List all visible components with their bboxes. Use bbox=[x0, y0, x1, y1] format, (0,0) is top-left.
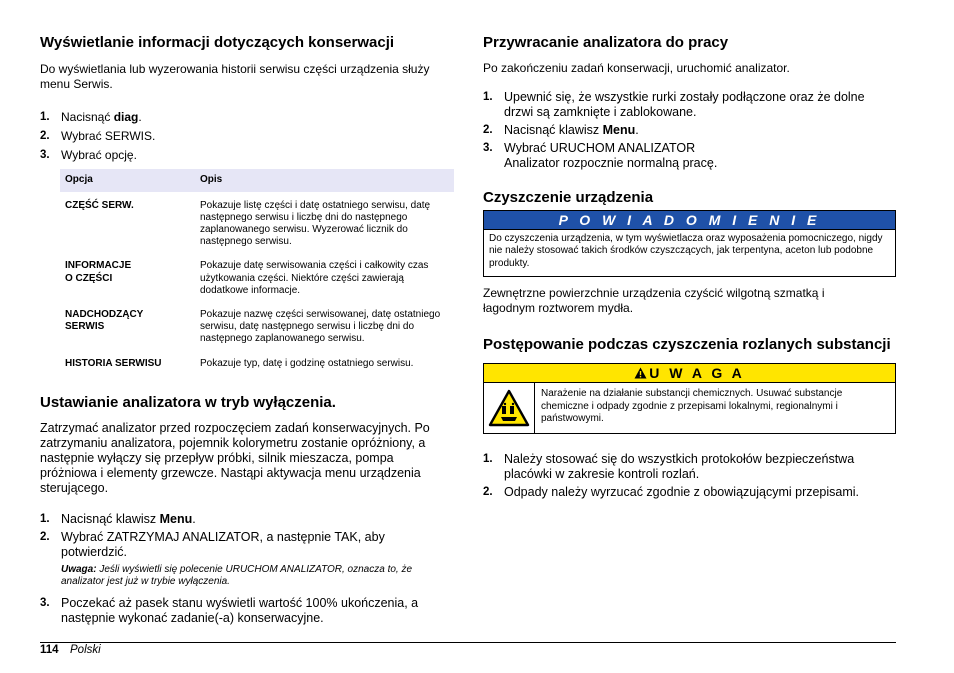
steps-list bbox=[40, 512, 454, 560]
steps-list bbox=[483, 90, 896, 171]
notice-text: Do czyszczenia urządzenia, w tym wyświetlacza oraz wyposażenia pomocniczego, nigdy nie należy stosować takich środków czyszczących, jak terpentyna, aceton lub podobne produkty. bbox=[489, 232, 883, 269]
description-cell: Pokazuje typ, datę i godzinę ostatniego serwisu. bbox=[200, 357, 414, 369]
chemical-hazard-icon bbox=[488, 389, 530, 427]
note-label: Uwaga: bbox=[61, 563, 97, 575]
table-row bbox=[60, 354, 454, 374]
option-cell: INFORMACJE O CZĘŚCI bbox=[65, 260, 132, 284]
section-intro: Zatrzymać analizator przed rozpoczęciem zadań konserwacyjnych. Po zatrzymaniu analizatora, pojemnik kolorymetru zostanie opróżniony, a następnie wyłączy się przepływ próbki, silnik mieszacza, pompa próżniowa i elementy grzewcze. Nastąpi aktywacja menu urządzenia sterującego. bbox=[40, 420, 430, 495]
table-header-option: Opcja bbox=[60, 169, 195, 192]
left-column bbox=[40, 34, 454, 626]
section-title-spills: Postępowanie podczas czyszczenia rozlanych substancji bbox=[483, 336, 891, 353]
caution-header bbox=[484, 364, 895, 383]
list-item: 1. Nacisnąć klawisz Menu. bbox=[40, 511, 196, 526]
section-title-cleaning: Czyszczenie urządzenia bbox=[483, 188, 654, 206]
note-text: Jeśli wyświetli się polecenie URUCHOM ANALIZATOR, oznacza to, że analizator jest już w trybie wyłączenia. bbox=[61, 563, 413, 587]
section-intro: Do wyświetlania lub wyzerowania historii serwisu części urządzenia służy menu Serwis. bbox=[40, 62, 430, 91]
section-title-shutdown: Ustawianie analizatora w tryb wyłączenia. bbox=[40, 393, 336, 411]
option-cell: NADCHODZĄCY SERWIS bbox=[65, 308, 144, 333]
option-cell: HISTORIA SERWISU bbox=[65, 357, 162, 369]
list-item: 3. Wybrać URUCHOM ANALIZATOR Analizator rozpocznie normalną pracę. bbox=[483, 140, 718, 170]
section-intro: Po zakończeniu zadań konserwacji, uruchomić analizator. bbox=[483, 61, 790, 75]
table-row bbox=[60, 305, 454, 354]
description-cell: Pokazuje nazwę części serwisowanej, datę ostatniego serwisu, datę następnego serwisu i liczbę dni do następnego zaplanowanego serwisu. bbox=[200, 308, 441, 345]
list-item: 2. Nacisnąć klawisz Menu. bbox=[483, 122, 639, 137]
warning-triangle-icon bbox=[634, 367, 647, 379]
caution-text: Narażenie na działanie substancji chemicznych. Usuwać substancje chemiczne i odpady zgodnie z przepisami lokalnymi, regionalnymi i państwowymi. bbox=[541, 388, 843, 424]
list-item: 3. Wybrać opcję. bbox=[40, 148, 137, 162]
caution-box bbox=[483, 363, 896, 434]
description-cell: Pokazuje listę części i datę ostatniego serwisu, datę następnego serwisu i liczbę dni do następnego zaplanowanego serwisu. Wyzerować licznik do następnego serwisu. bbox=[200, 199, 431, 248]
section-title-service-info: Wyświetlanie informacji dotyczących konserwacji bbox=[40, 34, 395, 51]
list-item: 1. Upewnić się, że wszystkie rurki zostały podłączone oraz że dolne drzwi są zamknięte i zablokowane. bbox=[483, 89, 865, 119]
right-column bbox=[483, 34, 896, 500]
table-row bbox=[60, 256, 454, 305]
icon-cell bbox=[484, 383, 535, 433]
list-item: 2. Wybrać ZATRZYMAJ ANALIZATOR, a następnie TAK, aby potwierdzić. bbox=[40, 529, 385, 559]
caution-header-label: U W A G A bbox=[649, 365, 745, 381]
page-number: 114 bbox=[40, 644, 59, 656]
table-header-description: Opis bbox=[195, 169, 454, 192]
steps-list bbox=[483, 452, 896, 500]
page-footer bbox=[40, 642, 896, 656]
description-cell: Pokazuje datę serwisowania części i całkowity czas użytkowania części. Niektóre części zawierają dodatkowe informacje. bbox=[200, 260, 429, 296]
note bbox=[61, 564, 454, 588]
notice-box bbox=[483, 210, 896, 278]
footer-language: Polski bbox=[70, 644, 101, 656]
notice-header: P O W I A D O M I E N I E bbox=[484, 211, 895, 230]
section-title-restart: Przywracanie analizatora do pracy bbox=[483, 34, 729, 51]
steps-list bbox=[40, 110, 454, 163]
list-item: 3. Poczekać aż pasek stanu wyświetli wartość 100% ukończenia, a następnie wykonać zadanie(-a) konserwacyjne. bbox=[40, 595, 419, 625]
options-table bbox=[60, 169, 454, 374]
list-item: 2. Wybrać SERWIS. bbox=[40, 129, 156, 143]
option-cell: CZĘŚĆ SERW. bbox=[65, 199, 134, 211]
list-item: 1. Nacisnąć diag. bbox=[40, 110, 142, 124]
table-row bbox=[60, 192, 454, 257]
steps-list bbox=[40, 596, 454, 626]
list-item: 2. Odpady należy wyrzucać zgodnie z obowiązującymi przepisami. bbox=[483, 485, 860, 499]
cleaning-text: Zewnętrzne powierzchnie urządzenia czyścić wilgotną szmatką i łagodnym roztworem mydła. bbox=[483, 286, 825, 315]
list-item: 1. Należy stosować się do wszystkich protokołów bezpieczeństwa placówki w zakresie kontroli rozlań. bbox=[483, 452, 855, 481]
